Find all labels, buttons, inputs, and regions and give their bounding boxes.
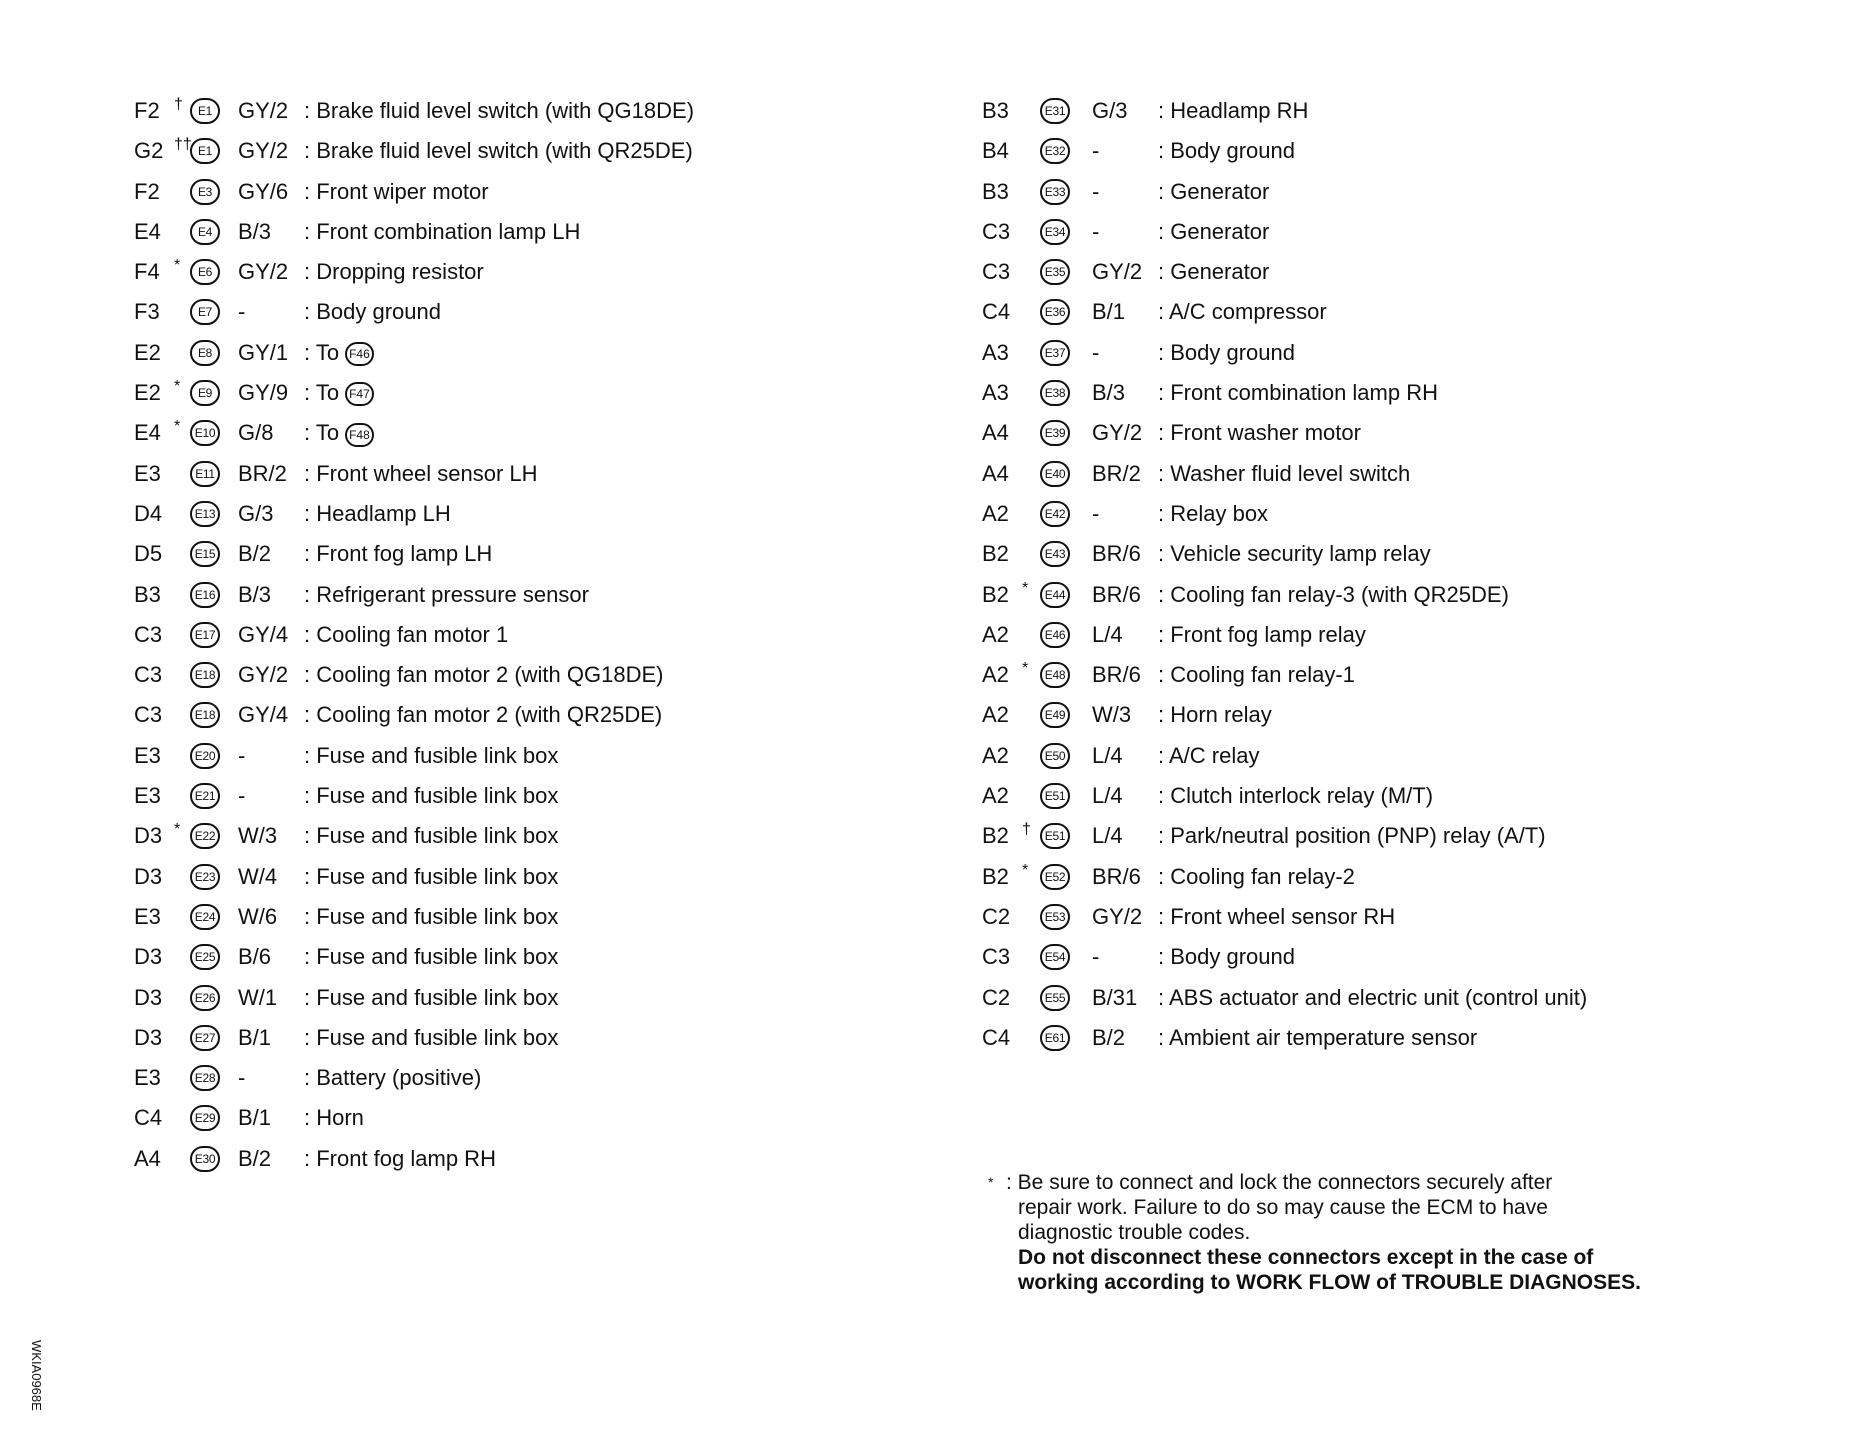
description-text: : To	[304, 380, 340, 406]
connector-description: : Fuse and fusible link box	[304, 984, 559, 1010]
grid-location: B2	[982, 863, 1009, 889]
connector-color: -	[238, 742, 246, 768]
grid-location: A4	[134, 1145, 161, 1171]
connector-id: E20	[190, 743, 220, 769]
note-mark: *	[174, 257, 181, 275]
connector-id: E10	[190, 420, 220, 446]
connector-id: E33	[1040, 179, 1070, 205]
connector-id: E38	[1040, 380, 1070, 406]
connector-description: : Battery (positive)	[304, 1065, 482, 1091]
connector-description: : Clutch interlock relay (M/T)	[1158, 783, 1434, 809]
connector-color: G/3	[238, 500, 274, 526]
note-star: *	[988, 1174, 994, 1190]
connector-id: E28	[190, 1065, 220, 1091]
grid-location: B3	[982, 178, 1009, 204]
connector-color: W/6	[238, 903, 278, 929]
connector-color: GY/2	[238, 259, 289, 285]
connector-description: : Front fog lamp LH	[304, 541, 493, 567]
connector-description: : Horn	[304, 1105, 364, 1131]
grid-location: B2	[982, 581, 1009, 607]
connector-color: B/2	[1092, 1024, 1126, 1050]
connector-id: E3	[190, 179, 220, 205]
grid-location: A2	[982, 742, 1009, 768]
grid-location: C4	[982, 1024, 1011, 1050]
target-connector-id: F47	[345, 382, 374, 406]
connector-description: : Cooling fan motor 1	[304, 621, 509, 647]
connector-id: E11	[190, 461, 220, 487]
connector-color: B/3	[238, 581, 272, 607]
connector-id: E25	[190, 944, 220, 970]
connector-id: E44	[1040, 582, 1070, 608]
connector-description: : Ambient air temperature sensor	[1158, 1024, 1478, 1050]
grid-location: D5	[134, 541, 163, 567]
grid-location: C3	[134, 702, 163, 728]
grid-location: E2	[134, 380, 161, 406]
connector-color: GY/2	[1092, 259, 1143, 285]
grid-location: F2	[134, 178, 160, 204]
connector-color: -	[1092, 339, 1100, 365]
grid-location: A2	[982, 621, 1009, 647]
connector-description: : Washer fluid level switch	[1158, 460, 1411, 486]
grid-location: C4	[982, 299, 1011, 325]
connector-id: E23	[190, 864, 220, 890]
connector-id: E52	[1040, 864, 1070, 890]
note-line-1: : Be sure to connect and lock the connectors securely after	[1006, 1171, 1553, 1194]
document-code: WKIA0968E	[29, 1340, 44, 1411]
grid-location: D3	[134, 1024, 163, 1050]
note-mark: *	[1022, 660, 1029, 678]
connector-description: : Front washer motor	[1158, 420, 1361, 446]
connector-color: BR/6	[1092, 863, 1141, 889]
grid-location: B3	[134, 581, 161, 607]
note-mark: *	[1022, 579, 1029, 597]
target-connector-id: F46	[345, 342, 374, 366]
connector-color: BR/6	[1092, 581, 1141, 607]
connector-description: : Fuse and fusible link box	[304, 742, 559, 768]
grid-location: C3	[982, 259, 1011, 285]
connector-id: E37	[1040, 340, 1070, 366]
connector-color: B/2	[238, 541, 272, 567]
grid-location: D3	[134, 984, 163, 1010]
grid-location: A4	[982, 420, 1009, 446]
connector-id: E46	[1040, 622, 1070, 648]
connector-color: GY/9	[238, 380, 289, 406]
connector-id: E55	[1040, 985, 1070, 1011]
connector-id: E49	[1040, 702, 1070, 728]
connector-color: BR/6	[1092, 541, 1141, 567]
connector-color: -	[1092, 178, 1100, 204]
connector-id: E26	[190, 985, 220, 1011]
connector-description: : Cooling fan motor 2 (with QG18DE)	[304, 662, 664, 688]
connector-description: : Body ground	[1158, 339, 1295, 365]
connector-color: L/4	[1092, 783, 1123, 809]
connector-description: : Horn relay	[1158, 702, 1272, 728]
connector-description: : Fuse and fusible link box	[304, 944, 559, 970]
connector-id: E31	[1040, 98, 1070, 124]
grid-location: C3	[134, 621, 163, 647]
connector-description: : Relay box	[1158, 500, 1269, 526]
connector-id: E8	[190, 340, 220, 366]
note-warning-2: working according to WORK FLOW of TROUBLE DIAGNOSES.	[1018, 1271, 1641, 1294]
connector-id: E35	[1040, 259, 1070, 285]
connector-color: B/2	[238, 1145, 272, 1171]
connector-color: -	[1092, 500, 1100, 526]
connector-color: L/4	[1092, 742, 1123, 768]
connector-description: : Generator	[1158, 178, 1270, 204]
connector-id: E7	[190, 299, 220, 325]
connector-description: : ABS actuator and electric unit (control unit)	[1158, 984, 1588, 1010]
connector-id: E4	[190, 219, 220, 245]
connector-description: : Generator	[1158, 259, 1270, 285]
connector-description: : A/C relay	[1158, 742, 1260, 768]
connector-id: E40	[1040, 461, 1070, 487]
connector-description: : Headlamp LH	[304, 500, 451, 526]
connector-description: : Front wheel sensor LH	[304, 460, 538, 486]
connector-id: E61	[1040, 1025, 1070, 1051]
grid-location: B3	[982, 98, 1009, 123]
connector-color: GY/4	[238, 621, 289, 647]
note-body	[1006, 1170, 1748, 1295]
connector-description: : Dropping resistor	[304, 259, 484, 285]
connector-id: E17	[190, 622, 220, 648]
connector-color: B/6	[238, 944, 272, 970]
connector-color: L/4	[1092, 621, 1123, 647]
grid-location: F2	[134, 98, 160, 123]
grid-location: D3	[134, 944, 163, 970]
grid-location: E3	[134, 783, 161, 809]
connector-id: E9	[190, 380, 220, 406]
connector-description: : Generator	[1158, 218, 1270, 244]
connector-id: E6	[190, 259, 220, 285]
grid-location: A3	[982, 380, 1009, 406]
connector-id: E21	[190, 783, 220, 809]
connector-id: E54	[1040, 944, 1070, 970]
grid-location: D4	[134, 500, 163, 526]
connector-description: : Refrigerant pressure sensor	[304, 581, 589, 607]
grid-location: B4	[982, 138, 1009, 164]
grid-location: E3	[134, 1065, 161, 1091]
grid-location: E3	[134, 460, 161, 486]
grid-location: D3	[134, 823, 163, 849]
note-mark: †	[1022, 821, 1031, 839]
connector-id: E1	[190, 138, 220, 164]
connector-color: B/3	[238, 218, 272, 244]
connector-description: : Fuse and fusible link box	[304, 863, 559, 889]
connector-color: G/8	[238, 420, 274, 446]
connector-description: : Brake fluid level switch (with QG18DE)	[304, 98, 695, 123]
connector-description: : Cooling fan motor 2 (with QR25DE)	[304, 702, 663, 728]
note-warning-1: Do not disconnect these connectors except in the case of	[1018, 1246, 1594, 1269]
grid-location: C2	[982, 903, 1011, 929]
grid-location: F4	[134, 259, 160, 285]
connector-description: : Front combination lamp RH	[1158, 380, 1438, 406]
grid-location: C4	[134, 1105, 163, 1131]
connector-id: E51	[1040, 783, 1070, 809]
connector-color: -	[1092, 944, 1100, 970]
connector-color: -	[238, 1065, 246, 1091]
connector-color: B/31	[1092, 984, 1138, 1010]
grid-location: A4	[982, 460, 1009, 486]
note-mark: *	[1022, 861, 1029, 879]
connector-color: -	[1092, 138, 1100, 164]
connector-color: B/1	[238, 1024, 272, 1050]
connector-description: : A/C compressor	[1158, 299, 1327, 325]
connector-description: : Body ground	[304, 299, 441, 325]
grid-location: G2	[134, 138, 164, 164]
connector-description: : Front wheel sensor RH	[1158, 903, 1396, 929]
grid-location: C2	[982, 984, 1011, 1010]
note-mark: *	[174, 378, 181, 396]
connector-description: : Fuse and fusible link box	[304, 823, 559, 849]
connector-id: E24	[190, 904, 220, 930]
connector-description: : Fuse and fusible link box	[304, 783, 559, 809]
connector-color: GY/2	[1092, 903, 1143, 929]
connector-color: -	[238, 783, 246, 809]
connector-color: W/4	[238, 863, 278, 889]
connector-color: GY/1	[238, 339, 289, 365]
grid-location: A2	[982, 662, 1009, 688]
connector-description	[304, 338, 374, 368]
connector-color: GY/2	[238, 98, 289, 123]
description-text: : To	[304, 339, 340, 365]
connector-id: E34	[1040, 219, 1070, 245]
connector-id: E15	[190, 541, 220, 567]
connector-id: E53	[1040, 904, 1070, 930]
grid-location: A2	[982, 783, 1009, 809]
note-line-3: diagnostic trouble codes.	[1018, 1221, 1251, 1244]
connector-id: E13	[190, 501, 220, 527]
connector-id: E18	[190, 702, 220, 728]
connector-description	[304, 418, 374, 448]
grid-location: D3	[134, 863, 163, 889]
note-mark: ††	[174, 136, 192, 154]
note-mark: *	[174, 418, 181, 436]
connector-id: E36	[1040, 299, 1070, 325]
connector-description: : Body ground	[1158, 138, 1295, 164]
connector-id: E39	[1040, 420, 1070, 446]
note-block	[988, 1170, 1748, 1295]
connector-description: : Cooling fan relay-2	[1158, 863, 1355, 889]
connector-id: E27	[190, 1025, 220, 1051]
connector-description: : Headlamp RH	[1158, 98, 1309, 123]
connector-id: E48	[1040, 662, 1070, 688]
connector-description: : Park/neutral position (PNP) relay (A/T)	[1158, 823, 1546, 849]
connector-id: E22	[190, 823, 220, 849]
grid-location: B2	[982, 823, 1009, 849]
connector-color: G/3	[1092, 98, 1128, 123]
grid-location: A3	[982, 339, 1009, 365]
connector-id: E32	[1040, 138, 1070, 164]
connector-color: -	[1092, 218, 1100, 244]
grid-location: E4	[134, 420, 161, 446]
connector-description: : Front fog lamp relay	[1158, 621, 1366, 647]
connector-color: BR/2	[238, 460, 287, 486]
grid-location: C3	[982, 218, 1011, 244]
grid-location: E2	[134, 339, 161, 365]
connector-id: E1	[190, 98, 220, 124]
connector-id: E42	[1040, 501, 1070, 527]
description-text: : To	[304, 420, 340, 446]
connector-description: : Body ground	[1158, 944, 1295, 970]
grid-location: E3	[134, 903, 161, 929]
grid-location: B2	[982, 541, 1009, 567]
connector-color: -	[238, 299, 246, 325]
connector-description: : Fuse and fusible link box	[304, 1024, 559, 1050]
connector-description: : Cooling fan relay-1	[1158, 662, 1355, 688]
target-connector-id: F48	[345, 423, 374, 447]
connector-description: : Vehicle security lamp relay	[1158, 541, 1431, 567]
connector-color: B/1	[1092, 299, 1126, 325]
connector-color: GY/2	[1092, 420, 1143, 446]
connector-color: GY/2	[238, 138, 289, 164]
connector-id: E30	[190, 1146, 220, 1172]
grid-location: E3	[134, 742, 161, 768]
connector-description: : Front wiper motor	[304, 178, 489, 204]
connector-color: B/1	[238, 1105, 272, 1131]
connector-id: E51	[1040, 823, 1070, 849]
connector-color: W/3	[238, 823, 278, 849]
connector-description: : Front fog lamp RH	[304, 1145, 496, 1171]
note-mark: †	[174, 96, 183, 113]
connector-color: BR/6	[1092, 662, 1141, 688]
grid-location: C3	[982, 944, 1011, 970]
connector-color: GY/2	[238, 662, 289, 688]
grid-location: A2	[982, 500, 1009, 526]
connector-id: E50	[1040, 743, 1070, 769]
connector-color: GY/4	[238, 702, 289, 728]
connector-id: E18	[190, 662, 220, 688]
connector-id: E43	[1040, 541, 1070, 567]
connector-color: GY/6	[238, 178, 289, 204]
note-line-2: repair work. Failure to do so may cause the ECM to have	[1018, 1196, 1548, 1219]
grid-location: E4	[134, 218, 161, 244]
grid-location: C3	[134, 662, 163, 688]
connector-color: BR/2	[1092, 460, 1141, 486]
connector-color: B/3	[1092, 380, 1126, 406]
connector-description: : Fuse and fusible link box	[304, 903, 559, 929]
grid-location: F3	[134, 299, 160, 325]
connector-description: : Brake fluid level switch (with QR25DE)	[304, 138, 693, 164]
grid-location: A2	[982, 702, 1009, 728]
note-mark: *	[174, 821, 181, 839]
connector-color: W/1	[238, 984, 278, 1010]
connector-description	[304, 378, 374, 408]
connector-color: W/3	[1092, 702, 1132, 728]
connector-description: : Front combination lamp LH	[304, 218, 581, 244]
connector-id: E29	[190, 1105, 220, 1131]
connector-id: E16	[190, 582, 220, 608]
connector-description: : Cooling fan relay-3 (with QR25DE)	[1158, 581, 1509, 607]
connector-color: L/4	[1092, 823, 1123, 849]
